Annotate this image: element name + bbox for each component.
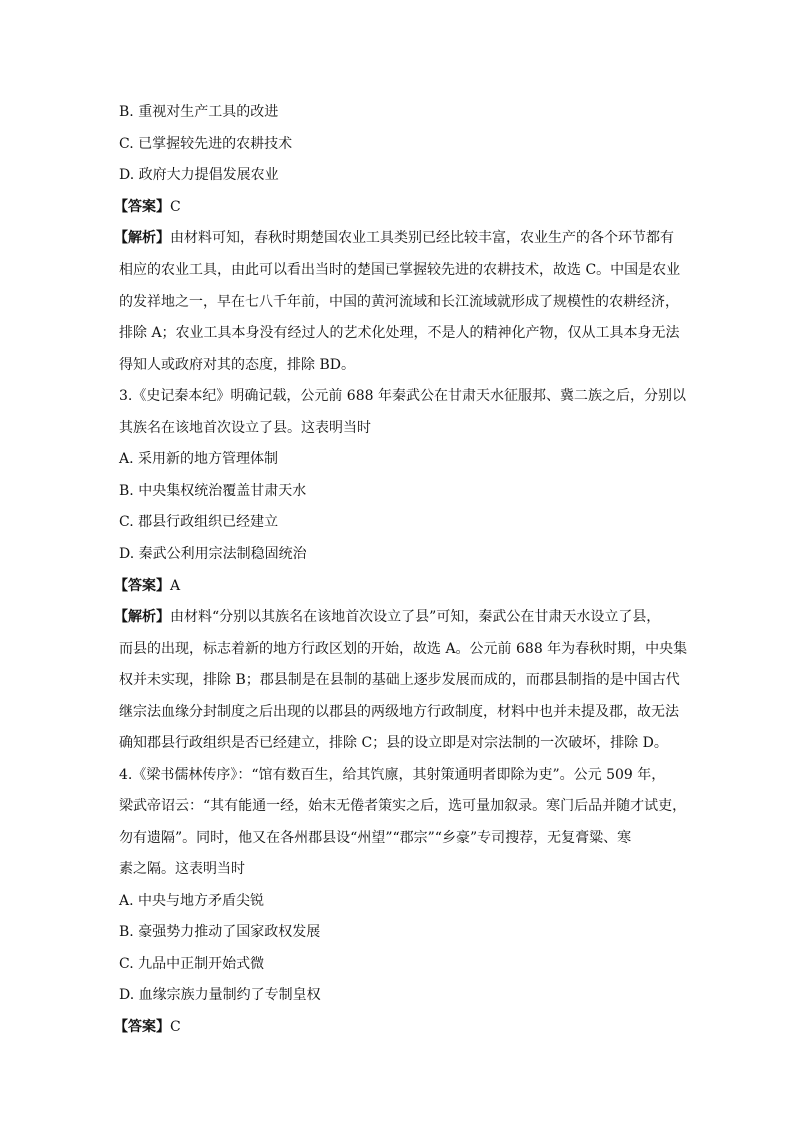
- q4-stem-line-2: 梁武帝诏云：“其有能通一经，始末无倦者策实之后，选可量加叙录。寒门后品并随才试吏，: [119, 798, 687, 814]
- answer-value: C: [170, 1019, 181, 1035]
- analysis-tag: 【解析】: [114, 609, 170, 625]
- q3-analysis-line-1: [114, 607, 674, 627]
- analysis-text: 由材料“分别以其族名在该地首次设立了县”可知，秦武公在甘肃天水设立了县，: [170, 609, 661, 625]
- q3-option-b: B. 中央集权统治覆盖甘肃天水: [119, 483, 307, 499]
- q3-analysis-line-4: 继宗法血缘分封制度之后出现的以郡县的两级地方行政制度，材料中也并未提及郡，故无法: [119, 704, 679, 720]
- q4-stem-line-3: 勿有遗隔”。同时，他又在各州郡县设“州望”“郡宗”“乡豪”专司搜荐，无复膏粱、寒: [119, 830, 632, 846]
- q4-answer: [114, 1017, 674, 1037]
- answer-value: C: [170, 199, 181, 215]
- q3-option-a: A. 采用新的地方管理体制: [119, 451, 279, 467]
- q2-option-d: D. 政府大力提倡发展农业: [119, 167, 279, 183]
- q4-option-a: A. 中央与地方矛盾尖锐: [119, 893, 265, 909]
- q3-analysis-line-3: 权并未实现，排除 B；郡县制是在县制的基础上逐步发展而成的，而郡县制指的是中国古代: [119, 672, 680, 688]
- q4-stem-line-1: 4.《梁书儒林传序》：“馆有数百生，给其饩廪，其射策通明者即除为吏”。公元 509 年，: [119, 767, 666, 783]
- q2-answer: [114, 197, 674, 217]
- q4-stem-line-4: 素之隔。这表明当时: [119, 861, 245, 877]
- q4-option-c: C. 九品中正制开始式微: [119, 956, 265, 972]
- q3-option-c: C. 郡县行政组织已经建立: [119, 514, 279, 530]
- analysis-tag: 【解析】: [114, 230, 170, 246]
- answer-tag: 【答案】: [114, 578, 170, 594]
- q3-option-d: D. 秦武公利用宗法制稳固统治: [119, 546, 307, 562]
- answer-value: A: [170, 578, 181, 594]
- q4-option-d: D. 血缘宗族力量制约了专制皇权: [119, 987, 321, 1003]
- q3-analysis-line-5: 确知郡县行政组织是否已经建立，排除 C；县的设立即是对宗法制的一次破坏，排除 D。: [119, 735, 668, 751]
- q3-answer: [114, 576, 674, 596]
- answer-tag: 【答案】: [114, 1019, 170, 1035]
- q3-stem-line-1: 3.《史记秦本纪》明确记载，公元前 688 年秦武公在甘肃天水征服邦、冀二族之后，分别以: [119, 388, 686, 404]
- q4-option-b: B. 豪强势力推动了国家政权发展: [119, 924, 321, 940]
- q2-option-b: B. 重视对生产工具的改进: [119, 104, 279, 120]
- answer-tag: 【答案】: [114, 199, 170, 215]
- q3-analysis-line-2: 而县的出现，标志着新的地方行政区划的开始，故选 A。公元前 688 年为春秋时期，中央集: [119, 641, 688, 657]
- q2-analysis-line-4: 排除 A；农业工具本身没有经过人的艺术化处理，不是人的精神化产物，仅从工具本身无法: [119, 325, 680, 341]
- q2-analysis-line-2: 相应的农业工具，由此可以看出当时的楚国已掌握较先进的农耕技术，故选 C。中国是农业: [119, 262, 681, 278]
- analysis-text: 由材料可知，春秋时期楚国农业工具类别已经比较丰富，农业生产的各个环节都有: [170, 230, 674, 246]
- q2-analysis-line-3: 的发祥地之一，早在七八千年前，中国的黄河流域和长江流域就形成了规模性的农耕经济，: [119, 294, 679, 310]
- q2-option-c: C. 已掌握较先进的农耕技术: [119, 136, 293, 152]
- q2-analysis-line-1: [114, 228, 674, 248]
- q2-analysis-line-5: 得知人或政府对其的态度，排除 BD。: [119, 357, 355, 373]
- q3-stem-line-2: 其族名在该地首次设立了县。这表明当时: [119, 420, 371, 436]
